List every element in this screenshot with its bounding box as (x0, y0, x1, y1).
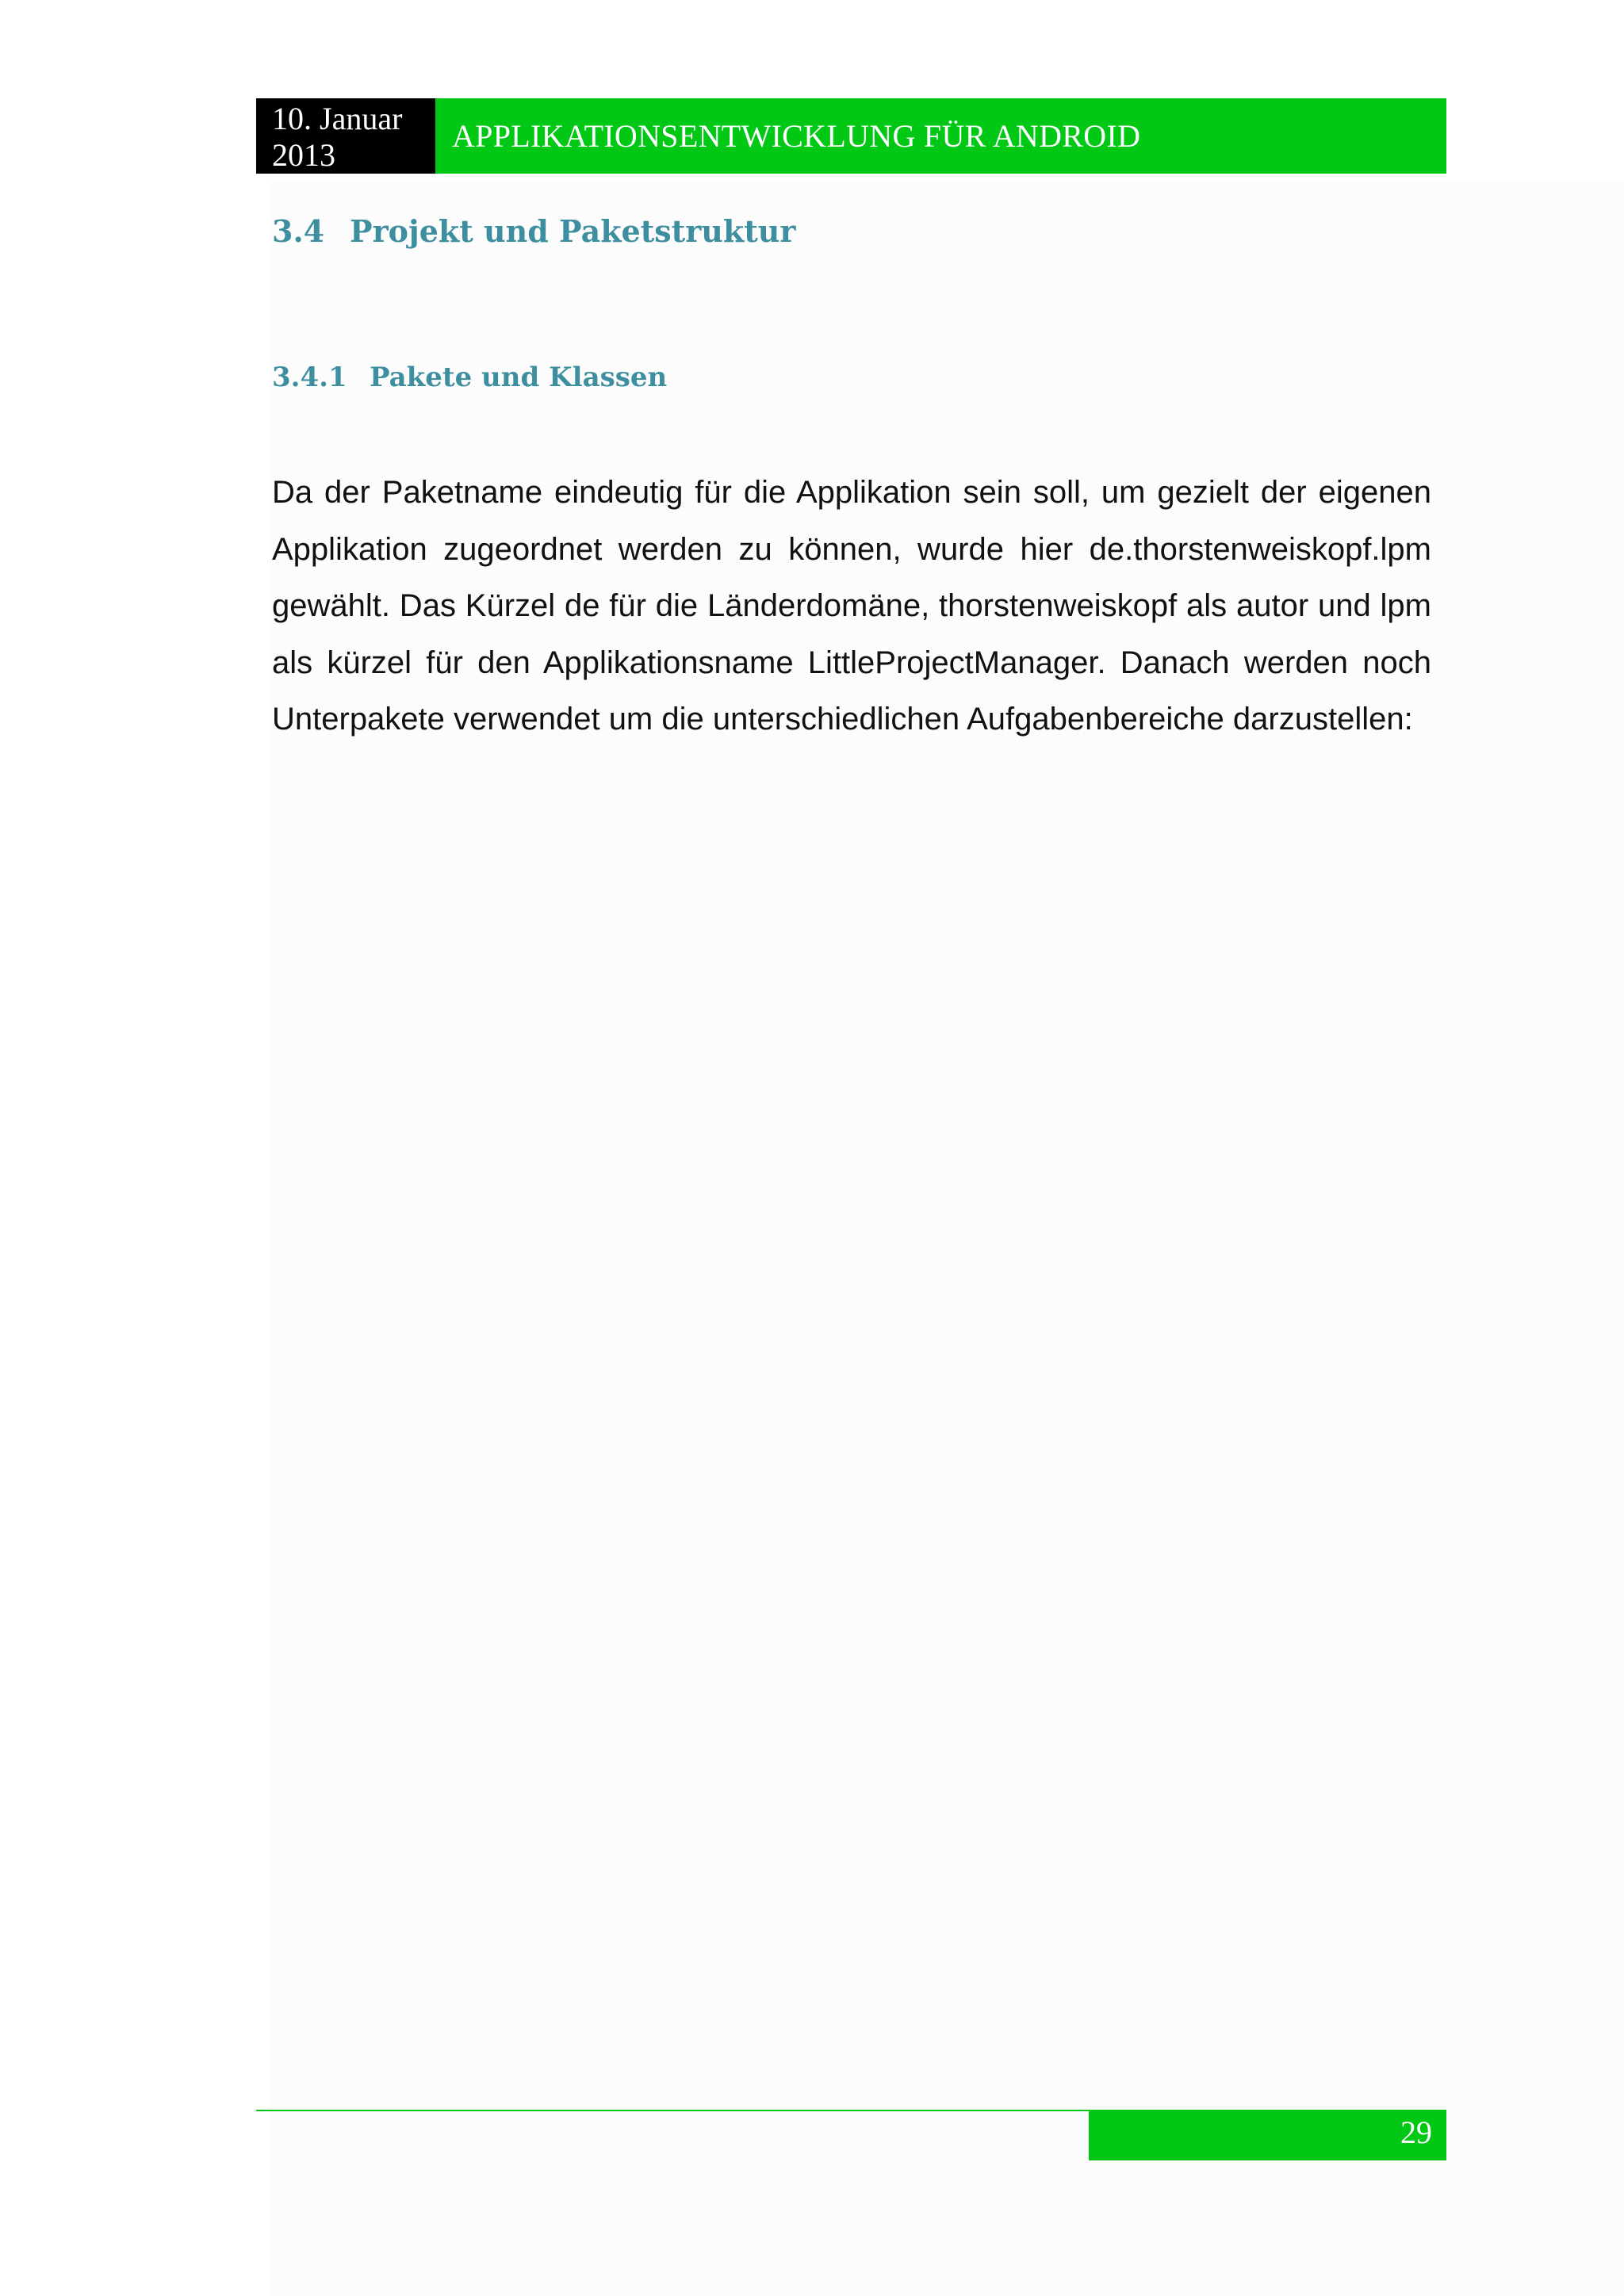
header-date-day: 10. Januar (272, 101, 403, 136)
page-number: 29 (1400, 2114, 1432, 2150)
body-paragraph: Da der Paketname eindeutig für die Applikation sein soll, um gezielt der eigenen Applikation zugeordnet werden zu können, wurde hier de.thorstenweiskopf.lpm gewählt. Das Kürzel de für die Länderdomäne, thorstenweiskopf als autor und lpm als kürzel für den Applikationsname LittleProjectManager. Danach werden noch Unterpakete verwendet um die unterschiedlichen Aufgabenbereiche darzustellen: (272, 475, 1431, 737)
section-heading (272, 208, 795, 255)
header-date-year: 2013 (272, 137, 335, 173)
header-title: APPLIKATIONSENTWICKLUNG FÜR ANDROID (435, 98, 1446, 174)
subsection-heading (272, 357, 667, 398)
subsection-title: Pakete und Klassen (370, 362, 668, 393)
footer-page-box (1089, 2110, 1446, 2160)
header-date-box (256, 98, 435, 174)
subsection-number: 3.4.1 (272, 362, 347, 393)
section-number: 3.4 (272, 213, 325, 249)
section-title: Projekt und Paketstruktur (350, 213, 796, 249)
